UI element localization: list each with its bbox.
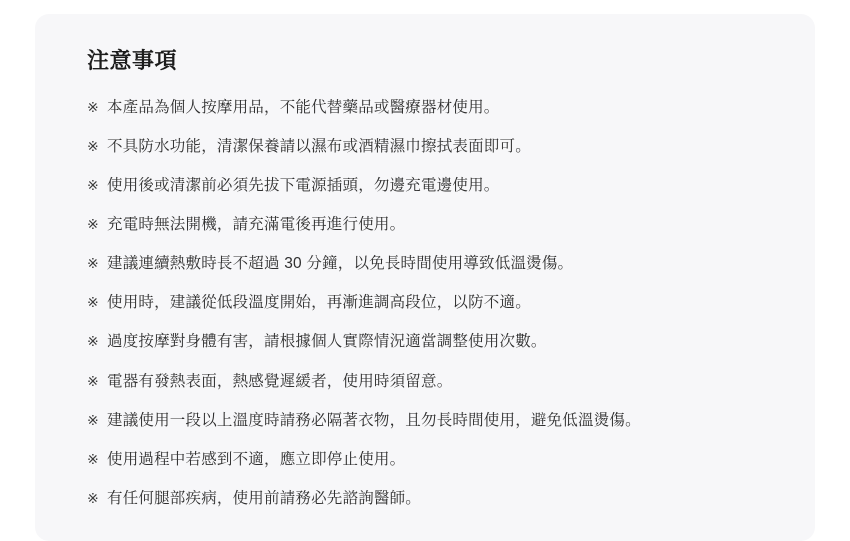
reference-mark-icon: ※: [87, 450, 99, 467]
list-item-text: 有任何腿部疾病，使用前請務必先諮詢醫師。: [107, 489, 422, 507]
reference-mark-icon: ※: [87, 99, 99, 116]
list-item: [87, 252, 763, 276]
list-item-text: 充電時無法開機，請充滿電後再進行使用。: [107, 216, 406, 234]
list-item: [87, 213, 763, 237]
notice-list: [87, 96, 763, 510]
notice-card: [35, 14, 815, 541]
reference-mark-icon: ※: [87, 255, 99, 272]
list-item-text: 本產品為個人按摩用品，不能代替藥品或醫療器材使用。: [107, 99, 500, 117]
list-item: [87, 135, 763, 159]
list-item-text: 使用後或清潔前必須先拔下電源插頭，勿邊充電邊使用。: [107, 177, 500, 195]
list-item-text: 使用時，建議從低段溫度開始，再漸進調高段位，以防不適。: [107, 294, 531, 312]
list-item-text: 電器有發熱表面，熱感覺遲緩者，使用時須留意。: [107, 372, 453, 390]
list-item-text: 過度按摩對身體有害，請根據個人實際情況適當調整使用次數。: [107, 333, 547, 351]
reference-mark-icon: ※: [87, 333, 99, 350]
page-title: 注意事項: [87, 48, 178, 73]
list-item-text: 使用過程中若感到不適，應立即停止使用。: [107, 450, 406, 468]
list-item: [87, 409, 763, 433]
reference-mark-icon: ※: [87, 294, 99, 311]
reference-mark-icon: ※: [87, 411, 99, 428]
list-item: [87, 291, 763, 315]
reference-mark-icon: ※: [87, 372, 99, 389]
reference-mark-icon: ※: [87, 177, 99, 194]
reference-mark-icon: ※: [87, 138, 99, 155]
list-item: [87, 330, 763, 354]
list-item: [87, 448, 763, 472]
list-item-text: 建議連續熱敷時長不超過 30 分鐘，以免長時間使用導致低溫燙傷。: [107, 255, 574, 273]
list-item: [87, 96, 763, 120]
list-item: [87, 370, 763, 394]
reference-mark-icon: ※: [87, 489, 99, 506]
list-item-text: 不具防水功能，清潔保養請以濕布或酒精濕巾擦拭表面即可。: [107, 138, 531, 156]
list-item: [87, 487, 763, 511]
list-item-text: 建議使用一段以上溫度時請務必隔著衣物，且勿長時間使用，避免低溫燙傷。: [107, 411, 641, 429]
reference-mark-icon: ※: [87, 216, 99, 233]
list-item: [87, 174, 763, 198]
